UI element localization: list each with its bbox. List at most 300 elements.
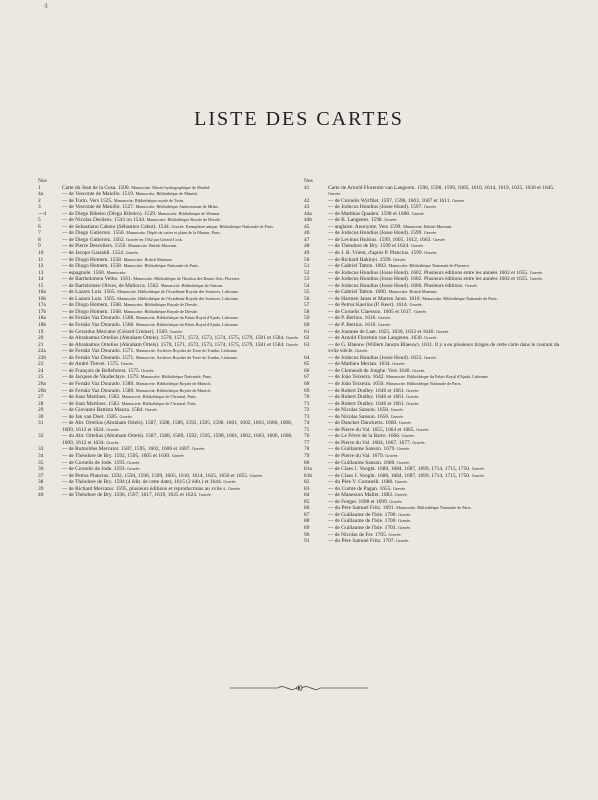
map-note: Manuscrite. Bibliothèque de l'Arsenal, Paris. [121, 400, 197, 406]
map-number: 22a [38, 348, 46, 355]
map-number: 7 [38, 230, 41, 237]
map-note: Manuscrite. Bibliothèque Nationale de Paris. [123, 263, 199, 269]
map-note: Gravée. Exemplaire unique. Bibliothèque Nationale de Paris. [171, 223, 274, 229]
map-note: Gravée. [406, 387, 420, 393]
map-title: — de Jacopo Gastaldi. 1554. [62, 250, 125, 257]
map-title: — de Bartolomeu Olives, de Mallorca. 1562. [62, 282, 160, 289]
map-number: 69 [304, 387, 310, 394]
map-number: 49 [304, 250, 310, 257]
map-title: — de Jodocus Hondius (Josse Hond). 1602. Plusieurs éditions entre les années 1602 et 1655. [328, 269, 529, 276]
list-item [304, 342, 562, 355]
map-number: 65 [304, 361, 310, 368]
map-note: Gravée. [125, 250, 139, 256]
map-title: — de Pierre Desceliers. 1550. [62, 243, 127, 250]
map-title: — de P. Bertius. 1616. [328, 322, 377, 329]
map-note: Manuscrite. Bibliothèque Nationale, Paris. [140, 374, 213, 380]
map-note: Manuscrite. Bibliothèque royale de Turin. [113, 197, 185, 203]
map-title: — de Nicolas de Fer. 1705. [328, 531, 388, 538]
map-number: 17b [38, 308, 47, 315]
map-note: Gravée. [393, 256, 407, 262]
map-number: 88 [304, 518, 310, 525]
map-note: Gravée. [471, 472, 485, 478]
map-number: 86 [304, 505, 310, 512]
map-note: Manuscrite. British Museum. [403, 223, 453, 229]
page-title: LISTE DES CARTES [194, 108, 404, 130]
map-number: 46 [304, 230, 310, 237]
map-number: 32 [38, 433, 44, 440]
map-number: 5 [38, 217, 41, 224]
map-note: Gravée. [432, 236, 447, 242]
map-title: — de Joannes de Laet. 1625, 1630, 1633 et 1640. [328, 328, 435, 335]
map-title: — anglaise. Anonyme. Vers 1599. [328, 223, 402, 230]
map-title: — de Fernão Vaz Dourado. 1571. [62, 354, 135, 361]
map-title: — du Père Samuel Fritz. 1691. [328, 505, 395, 512]
map-title: — de Clemendt de Jonghe. Vers 1640. [328, 367, 411, 374]
map-note: Gravée. [406, 394, 420, 400]
map-note: Manuscrite. Bibliothèque Royale de Dresde. [146, 217, 222, 223]
map-number: 64 [304, 354, 310, 361]
map-title: — de Mathieu Merian. 1634. [328, 361, 391, 368]
map-note: Gravée. [424, 335, 438, 341]
map-title: — de Guillaume de l'Isle. 1703. [328, 524, 397, 531]
map-note: Manuscrite. Dépôt de cartes et plans de la Marine, Paris. [126, 230, 221, 236]
map-title: — du Père V. Coronelli. 1688. [328, 479, 394, 486]
map-number: 38 [38, 479, 44, 486]
map-note: Gravée. [223, 479, 237, 485]
map-title: — de Abr. Ortelius (Abraham Ortels). 1587, 1588, 1589, 1592, 1595, 1598, 1601, 1602, 1603, 1606, 1608, 1609, 1612 et 1624. [62, 420, 293, 433]
map-title: — du Abr. Ortelius (Abraham Ortels). 1587, 1588, 1589, 1592, 1595, 1598, 1601, 1602, 1603, 1606, 1608, 1609, 1612 et 1624. [62, 433, 293, 446]
map-title: — de Jodocus Hondius (Josse Hond). 1606. Plusieurs éditions. [328, 282, 464, 289]
map-number: 71 [304, 400, 310, 407]
map-number: 44b [304, 217, 313, 224]
map-title: — de Diogo Homem. 1568. [62, 308, 123, 315]
map-note: Manuscrite. Bibliothèque du Palais Royal d'Ajuda, Lisbonne. [135, 322, 239, 328]
map-title: — de François de Belleforest. 1575. [62, 367, 140, 374]
map-title: — de Cornelis de Jode. 1593. [62, 466, 126, 473]
map-number: —4 [38, 210, 47, 217]
map-number: 24 [38, 367, 44, 374]
map-number: 53 [304, 276, 310, 283]
map-note: Manuscrite. Bibliothèque de Munich. [135, 191, 199, 197]
map-number: 78 [304, 446, 310, 453]
map-note: Gravée. [171, 452, 185, 458]
map-note: Manuscrite. Archives Royales de Torre do Tombo, Lisbonne. [135, 354, 238, 360]
map-note: Manuscrite. Bibliothèque Ambrosienne de Milan. [135, 204, 219, 210]
map-title: — de Jodocus Hondius (Josse Hond). 1599. [328, 230, 423, 237]
map-title: — de Diogo Homem. 1568. [62, 302, 123, 309]
map-number: 48 [304, 243, 310, 250]
map-number: 16b [38, 295, 47, 302]
map-note: Gravée. [385, 452, 399, 458]
map-number: 15 [38, 282, 44, 289]
map-note: Manuscrite. Bibliothèque de l'Académie Royale des Sciences, Lisbonne. [117, 289, 239, 295]
map-number: 9 [38, 243, 41, 250]
map-title: — de Nicolas Sanson. 1656. [328, 413, 390, 420]
map-title: — de Joan Martines. 1582. [62, 394, 121, 401]
map-note: Gravée. [424, 230, 438, 236]
map-number: 36 [38, 466, 44, 473]
map-number: 43 [304, 204, 310, 211]
list-item [38, 433, 300, 446]
map-note: Gravée. [127, 466, 141, 472]
map-number: 85 [304, 498, 310, 505]
map-number: 81a [304, 466, 312, 473]
map-number: 91 [304, 538, 310, 545]
map-number: 28 [38, 400, 44, 407]
map-title: — de Giovanni Battista Mazza. 1584. [62, 407, 144, 414]
map-number: 81b [304, 472, 313, 479]
page-number: 4 [44, 3, 48, 10]
map-note: Gravée. [424, 250, 438, 256]
map-title: — de Guillaume Sanson. 1680. [328, 459, 396, 466]
map-title: — de Gabriel Tatton. 1602. [328, 263, 388, 270]
map-note: Manuscrite. Bibliothèque Royale de Dresde. [123, 302, 198, 308]
map-note: Gravée. [169, 328, 183, 334]
map-title: — de Diogo Homem. 1558. [62, 263, 123, 270]
map-note: Gravée. [464, 282, 479, 288]
left-column [38, 178, 300, 499]
map-note: Gravée. [106, 426, 120, 432]
map-number: 19 [38, 328, 44, 335]
map-note: Gravée. [397, 446, 411, 452]
map-title: — de Bartholomeu Velho. 1561. [62, 276, 132, 283]
map-number: 59 [304, 315, 310, 322]
map-title: — de Richard Mercator. 1595, plusieurs éditions et reproductions au xviie s. [62, 485, 227, 492]
map-note: Gravée. [424, 354, 438, 360]
map-title: — de Fernão Vaz Dourado. 1571. [62, 348, 135, 355]
number-header-right: Nos [304, 178, 313, 184]
map-title: — de Jacques de Vaudeclaye. 1579. [62, 374, 140, 381]
map-number: 8 [38, 236, 41, 243]
map-title: — de Pierre du Val. 1655, 1664 et 1665. [328, 426, 415, 433]
map-number: 29 [38, 407, 44, 414]
map-number: 70 [304, 394, 310, 401]
map-title: — de G. Blaeuw (Willem Janszn Blaeuw). 1631. Il y a eu plusieurs tirages de cette carte dans le courant du xviie siècle. [328, 341, 560, 355]
map-note: Manuscrite. Bibliothèque Nationale de Paris. [396, 505, 472, 511]
map-note: Manuscrite. Bibliothèque de l'Académie Royale des Sciences, Lisbonne. [117, 295, 239, 301]
map-title: — de Gerardus Mercator (Gérard Cremer). 1569. [62, 328, 169, 335]
map-number: 62 [304, 335, 310, 342]
map-title: — de Cornelis Claesson. 1605 et 1617. [328, 308, 413, 315]
map-title: — de Dancker Danckerts. 1660. [328, 420, 398, 427]
map-title: — de Jodocus Hondius (Josse Hond). 1602. Plusieurs éditions entre les années 1602 et 1655. [328, 276, 529, 283]
map-note: Manuscrite. British Museum. [388, 289, 438, 295]
map-title: — de Gabriel Tatton. 1600. [328, 289, 388, 296]
map-title: — de Sebastiano Caboto (Sébastien Cabot). 1544. [62, 223, 171, 230]
map-title: — de Guillaume Sanson. 1679. [328, 446, 396, 453]
map-title: — de Petrus Plancius. 1592, 1594, 1596, 1599, 1605, 1610, 1614, 1625, 1650 et 1655. [62, 472, 249, 479]
map-number: 79 [304, 452, 310, 459]
map-note: Gravée. [328, 191, 342, 197]
map-number: 52 [304, 269, 310, 276]
map-note: Gravée. [393, 485, 407, 491]
map-title: — de Robert Dudley. 1646 et 1661. [328, 400, 405, 407]
map-title: — de Lazaro Luis. 1565. [62, 295, 116, 302]
map-number: 84 [304, 492, 310, 499]
map-title: — de Levinus Hulsius. 1599, 1605, 1612, 1663. [328, 236, 432, 243]
map-number: 30 [38, 413, 44, 420]
map-number: 54 [304, 282, 310, 289]
map-number: 51 [304, 263, 310, 270]
map-note: Gravée. [392, 361, 406, 367]
map-number: 72 [304, 407, 310, 414]
map-note: Gravée. [398, 518, 412, 524]
map-title: — de Robert Dudley. 1646 et 1661. [328, 387, 405, 394]
map-note: Gravée. [285, 335, 299, 341]
map-note: Manuscrite. Archives Royales de Torre do Tombo, Lisbonne. [135, 348, 238, 354]
map-title: — de Guillaume de l'Isle. 1700. [328, 511, 397, 518]
map-title: — de Abrahamus Ortelius (Abraham Ortels). 1570, 1571, 1572, 1573, 1574, 1575, 1579, 1581 et 1584. [62, 341, 285, 348]
map-note: Gravée. [529, 276, 543, 282]
map-title: — de Fernão Vaz Dourado. 1568. [62, 315, 135, 322]
map-title: Carte du Jean de la Cosa. 1500. [62, 184, 130, 191]
map-number: 17a [38, 302, 46, 309]
map-note: Gravée. [141, 367, 155, 373]
map-note: Gravée. [388, 531, 402, 537]
map-note: Gravée. [389, 498, 403, 504]
map-number: 50 [304, 256, 310, 263]
map-note: Gravée. [529, 269, 543, 275]
map-number: 20 [38, 335, 44, 342]
map-number: 47 [304, 236, 310, 243]
map-title: — espagnole. 1560. [62, 269, 106, 276]
map-number: 77 [304, 439, 310, 446]
map-number: 26a [38, 380, 46, 387]
map-number: 68 [304, 380, 310, 387]
map-note: Gravée. [106, 439, 120, 445]
list-item [38, 492, 300, 499]
map-title: — de Harmen Janss et Marten Janss. 1610. [328, 295, 421, 302]
map-note: Gravée. [410, 243, 424, 249]
map-number: 4a [38, 191, 44, 198]
map-number: 61 [304, 328, 310, 335]
map-number: 73 [304, 413, 310, 420]
map-title: — de João Teixeira. 1642. [328, 374, 385, 381]
map-number: 1 [38, 184, 41, 191]
map-number: 44a [304, 210, 312, 217]
map-note: Gravée. [355, 348, 369, 354]
map-note: Gravée. [228, 485, 242, 491]
map-note: Gravée. [390, 413, 404, 419]
map-number: 21 [38, 341, 44, 348]
map-number: 23 [38, 361, 44, 368]
map-note: Gravée. [424, 204, 438, 210]
map-title: — de Turin. Vers 1525. [62, 197, 113, 204]
map-note: Gravée. [378, 315, 392, 321]
map-number: 75 [304, 426, 310, 433]
map-title: — de Matthias Quaden. 1598 et 1608. [328, 210, 411, 217]
map-note: Gravée. [452, 197, 466, 203]
map-note: Gravée en 1562 par Gérard Cock. [126, 236, 183, 242]
map-note: Manuscrite. [106, 269, 127, 275]
map-number: 63 [304, 341, 310, 348]
map-title: — de Petrus Kaerius (P. Keer). 1614. [328, 302, 409, 309]
map-title: — de Pierre du Val. 1679. [328, 452, 385, 459]
map-title: — de Diego Gutierrez. 1550. [62, 230, 125, 237]
map-title: — de André Thevet. 1575. [62, 361, 120, 368]
map-note: Manuscrite. Bibliothèque du Palais Royal d'Ajuda, Lisbonne. [386, 374, 489, 380]
map-number: 22b [38, 354, 47, 361]
map-title: — de Lazaro Luis. 1565. [62, 289, 116, 296]
map-note: Manuscrite. Musée hydrographique de Madrid. [131, 184, 211, 190]
map-note: Gravée. [144, 407, 159, 413]
map-title: — de Le Fèvre de la Barre. 1666. [328, 433, 401, 440]
map-note: Manuscrite. British Museum. [123, 256, 173, 262]
map-number: 13 [38, 269, 44, 276]
map-note: Gravée. [471, 466, 485, 472]
map-number: 89 [304, 524, 310, 531]
map-note: Manuscrite. Bibliothèque Nationale de Florence. [388, 263, 471, 269]
map-note: Manuscrite. Bibliothèque du Palais Royal d'Ajuda, Lisbonne. [135, 315, 239, 321]
map-title: — de J. B. Vrient, d'après P. Plancius. 1599. [328, 250, 423, 257]
map-title: — de Guillaume de l'Isle. 1700. [328, 518, 397, 525]
map-number: 27 [38, 394, 44, 401]
map-note: Manuscrite. Bibliothèque Royale de Dresde. [123, 308, 198, 314]
map-title: — du Père Samuel Fritz. 1707. [328, 538, 395, 545]
list-item [304, 538, 562, 545]
map-note: Gravée. [127, 459, 141, 465]
map-number: 18a [38, 315, 46, 322]
map-title: — de B. Langenes. 1598. [328, 217, 383, 224]
map-number: 83 [304, 485, 310, 492]
map-title: Carte de Arnold Florentin van Langeren. 1596, 1598, 1599, 1605, 1610, 1614, 1619, 1625, 1630 et 1645. [328, 184, 555, 191]
map-number: 34 [38, 452, 44, 459]
map-number: 31 [38, 420, 44, 427]
map-title: — de Fernão Vaz Dourado. 1568. [62, 322, 135, 329]
map-note: Gravée. [120, 361, 134, 367]
map-title: — de Vesconte de Maiollo. 1519. [62, 191, 135, 198]
map-note: Gravée. [198, 492, 212, 498]
map-number: 25 [38, 374, 44, 381]
list-item [38, 420, 300, 433]
map-title: — de Abrahamus Ortelius (Abraham Ortels). 1570, 1571, 1572, 1573, 1574, 1575, 1579, 1581 et 1584. [62, 335, 285, 342]
map-note: Manuscrite. Bibliothèque Nationale de Paris. [422, 295, 498, 301]
map-title: — de Rumoldus Mercator. 1587, 1595, 1602, 1606 et 1607. [62, 446, 191, 453]
map-number: 58 [304, 308, 310, 315]
map-title: — de Fernão Vaz Dourado. 1580. [62, 380, 135, 387]
map-number: 56 [304, 295, 310, 302]
map-number: 66 [304, 367, 310, 374]
map-title: — de Fenger. 1698 et 1699. [328, 498, 389, 505]
map-note: Gravée. [409, 302, 423, 308]
map-number: 90 [304, 531, 310, 538]
map-title: — de Diego Ribeiro (Diego Ribeiro). 1529. [62, 210, 157, 217]
map-number: 3 [38, 204, 41, 211]
map-number: 10 [38, 250, 44, 257]
map-title: — de Théodore de Bry. 1592, 1595, 1605 et 1630. [62, 452, 171, 459]
map-number: 39 [38, 485, 44, 492]
map-number: 45 [304, 223, 310, 230]
map-note: Gravée. [401, 433, 415, 439]
map-note: Gravée. [192, 446, 206, 452]
map-title: — de Jodocus Hondius (Josse Hond). 1633. [328, 354, 423, 361]
map-number: 57 [304, 302, 310, 309]
map-title: — de Pierre du Val. 1664, 1667, 1677. [328, 439, 411, 446]
map-number: 41 [304, 184, 310, 191]
map-note: Gravée. [436, 328, 450, 334]
map-title: — de João Teixeira. 1650. [328, 380, 385, 387]
map-number: 6 [38, 223, 41, 230]
map-title: — de Richard Hakluyt. 1599. [328, 256, 392, 263]
map-note: Manuscrite. Bibliothèque du Vatican. [160, 282, 224, 288]
map-note: Gravée. [394, 492, 408, 498]
map-number: 40 [38, 492, 44, 499]
map-title: — de Claes J. Vooght. 1680, 1684, 1687, 1699, 1714, 1715, 1750. [328, 466, 471, 473]
map-number: 18b [38, 322, 47, 329]
map-title: — de Robert Dudley. 1646 et 1661. [328, 394, 405, 401]
map-number: 74 [304, 420, 310, 427]
map-title: — de Arnold Florentin van Langeren. 1630. [328, 335, 423, 342]
map-note: Manuscrite. Bibliothèque Royale de Munich. [135, 387, 212, 393]
map-title: — de Théodore de Bry. 1599 et 1624. [328, 243, 410, 250]
map-title: — de Vesconte de Maiollo. 1527. [62, 204, 135, 211]
map-title: — de Cornelis Wytfliet. 1597, 1598, 1603, 1607 et 1611. [328, 197, 451, 204]
map-note: Gravée. [398, 511, 412, 517]
map-number: 14 [38, 276, 44, 283]
map-note: Gravée. [396, 538, 410, 544]
map-note: Gravée. [411, 210, 425, 216]
map-number: 33 [38, 446, 44, 453]
map-title: — de Jodocus Hondius (Josse Hond). 1597. [328, 204, 423, 211]
map-number: 16a [38, 289, 46, 296]
map-note: Gravée. [397, 459, 411, 465]
map-number: 80 [304, 459, 310, 466]
map-note: Manuscrite. Bibliothèque Royale de Munich. [135, 380, 212, 386]
map-title: — de Joan Martines. 1582. [62, 400, 121, 407]
map-title: — de Nicolas Desliens. 1543 ou 1544. [62, 217, 146, 224]
map-note: Gravée. [394, 479, 408, 485]
map-note: Gravée. [390, 407, 404, 413]
map-number: 42 [304, 197, 310, 204]
map-title: — de Diogo Homem. 1558. [62, 256, 123, 263]
map-title: — de Manesson Mallet. 1683. [328, 492, 394, 499]
map-number: 12 [38, 263, 44, 270]
map-title: — de Cornelis de Jode. 1593. [62, 459, 126, 466]
map-number: 2 [38, 197, 41, 204]
map-note: Manuscrite. Bibliothèque de l'Institut des Beaux-Arts, Florence. [133, 276, 241, 282]
map-number: 11 [38, 256, 44, 263]
map-title: — de Nicolas Sanson. 1650. [328, 407, 390, 414]
map-number: 87 [304, 511, 310, 518]
map-note: Gravée. [413, 308, 427, 314]
map-number: 35 [38, 459, 44, 466]
map-note: Gravée. [406, 400, 420, 406]
map-number: 26b [38, 387, 47, 394]
right-column [304, 178, 562, 545]
map-number: 37 [38, 472, 44, 479]
map-title: — du Comte de Pagan. 1655. [328, 485, 392, 492]
map-note: Manuscrite. Bibliothèque Nationale de Paris. [386, 380, 462, 386]
map-note: Gravée. [416, 426, 430, 432]
map-title: — de P. Bertius. 1616. [328, 315, 377, 322]
map-title: — de Diego Gutierrez. 1562. [62, 236, 125, 243]
map-title: — de Théodore de Bry. 1596, 1597, 1617, 1619, 1625 et 1624. [62, 492, 198, 499]
map-note: Gravée. [398, 524, 412, 530]
map-title: — de Claes J. Vooght. 1680, 1684, 1687, 1699, 1714, 1715, 1750. [328, 472, 471, 479]
map-number: 76 [304, 433, 310, 440]
map-number: 82 [304, 479, 310, 486]
map-note: Gravée. [412, 439, 426, 445]
map-number: 67 [304, 374, 310, 381]
number-header-left: Nos [38, 178, 47, 184]
map-title: — de Jan van Doet. 1585. [62, 413, 119, 420]
map-note: Gravée. [378, 322, 392, 328]
ornament-divider-icon [230, 683, 368, 693]
map-number: 60 [304, 322, 310, 329]
map-note: Gravée. [398, 420, 412, 426]
map-number: 55 [304, 289, 310, 296]
map-note: Manuscrite. Bibliothèque de Weimar. [157, 210, 221, 216]
